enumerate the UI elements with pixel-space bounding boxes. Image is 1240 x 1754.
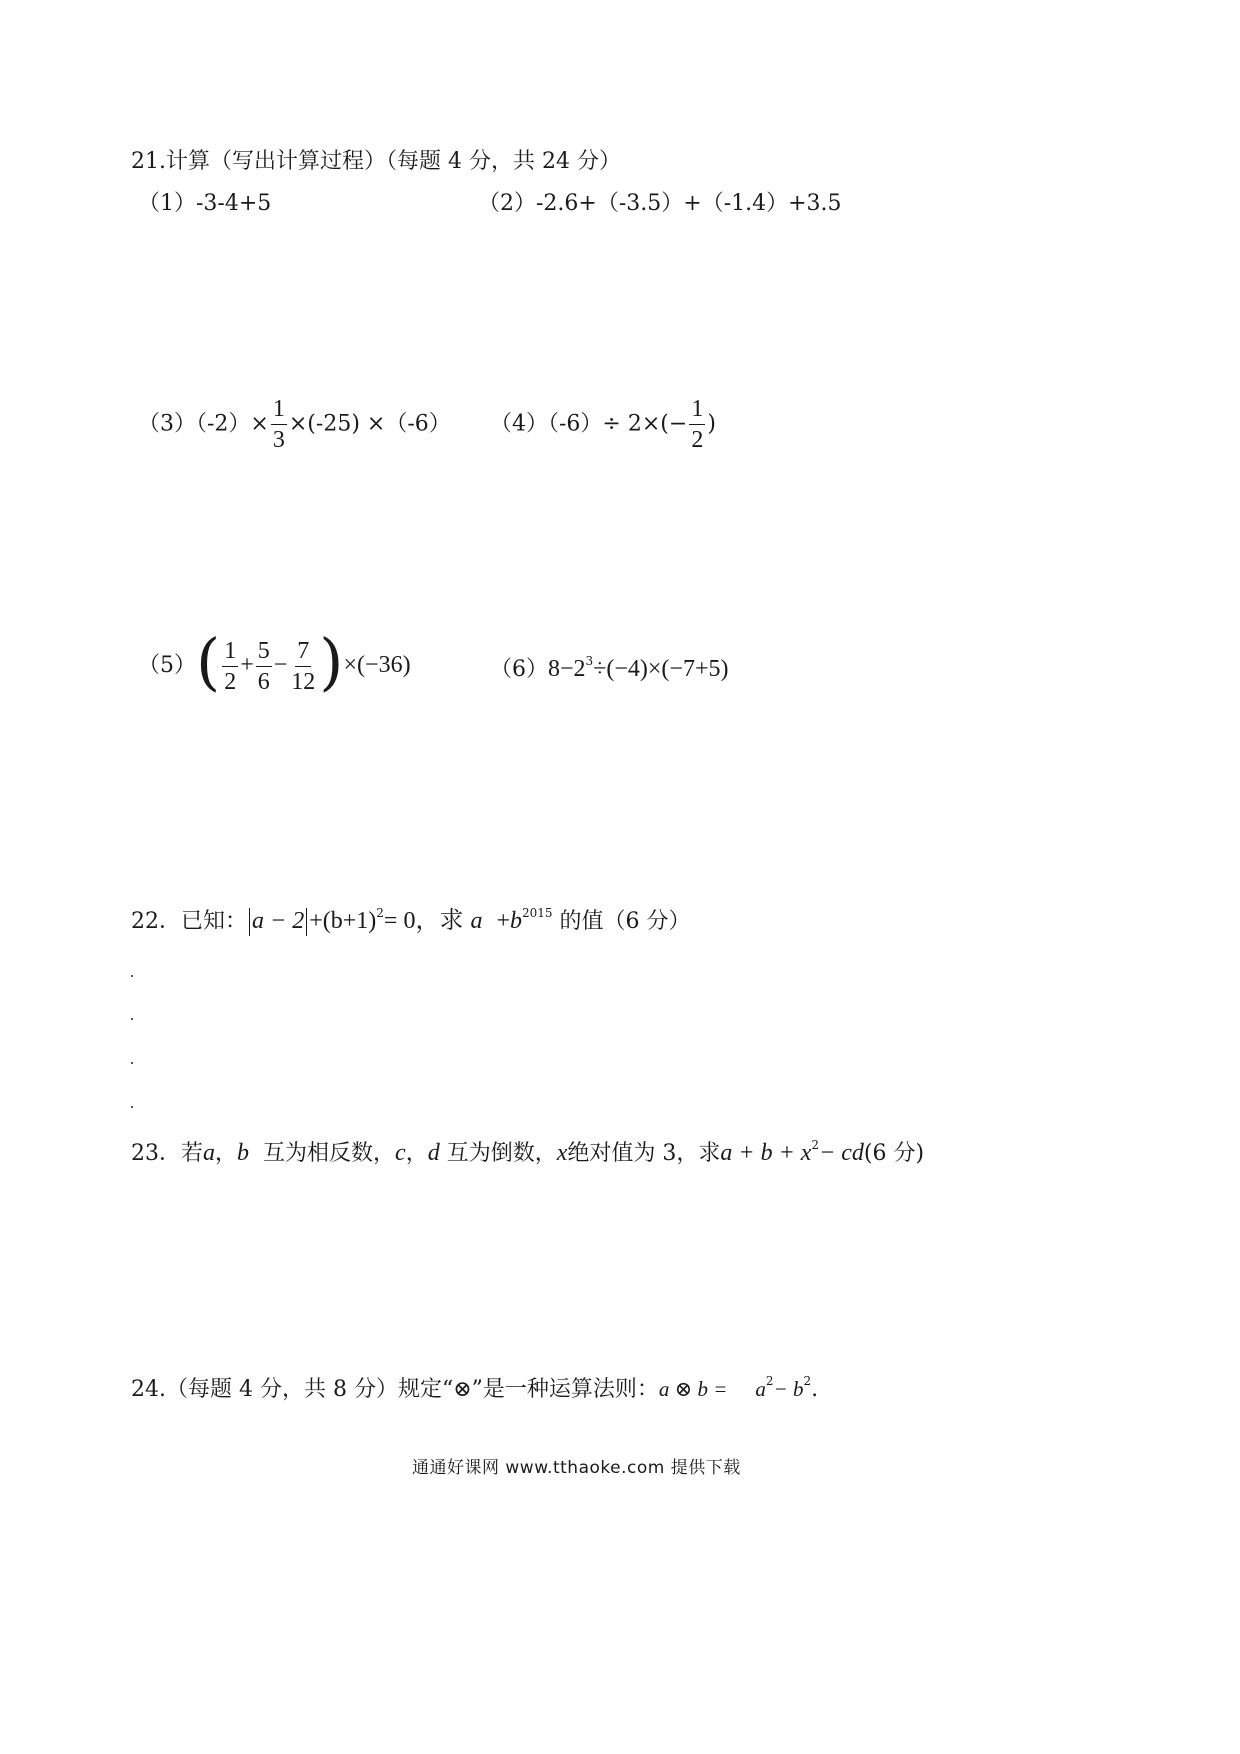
q24-line [131, 1372, 818, 1403]
q23-var-x: x [556, 1140, 568, 1166]
q21-part4-pre: （4）（-6）÷ 2×(− [490, 411, 688, 437]
q21-part4-post: ) [707, 411, 716, 437]
q21-part5-fraction2 [256, 638, 272, 695]
fraction-numerator: 5 [256, 638, 272, 667]
q23-var-a: a [203, 1140, 215, 1166]
q21-title: 21.计算（写出计算过程）（每题 4 分，共 24 分） [131, 149, 621, 174]
scan-speck [131, 1062, 133, 1064]
q22-b-exponent: 2015 [522, 906, 553, 920]
q21-part6-rest: ÷(−4)×(−7+5) [593, 656, 729, 682]
q21-part4 [490, 396, 716, 453]
big-open-paren: ( [196, 625, 221, 698]
q21-part2: （2）-2.6+（-3.5）+（-1.4）+3.5 [478, 191, 842, 216]
q21-part4-fraction [689, 396, 705, 453]
fraction-denominator: 2 [224, 668, 237, 695]
q22-suffix: 的值（6 分） [559, 909, 691, 934]
q23-var-c: c [395, 1140, 406, 1166]
q21-part5-post: ×(−36) [343, 652, 411, 678]
q21-part5-fraction1 [222, 638, 238, 695]
q24-rhs-a: a [755, 1377, 766, 1401]
q23-suffix: (6 分) [863, 1141, 925, 1166]
q22-exponent: 2 [376, 906, 384, 920]
q23-var-d: d [427, 1140, 440, 1166]
fraction-denominator: 12 [291, 668, 316, 695]
abs-bar-left [249, 908, 250, 936]
q21-part6-exponent: 3 [585, 654, 594, 668]
q24-lhs: a ⊗ b = [658, 1377, 728, 1401]
q21-part1: （1）-3-4+5 [138, 191, 272, 216]
fraction-numerator: 1 [222, 638, 238, 667]
q23-sep1: ， [215, 1141, 238, 1166]
q21-part6-label: （6） [490, 657, 548, 682]
fraction-denominator: 3 [272, 427, 285, 453]
q23-text1: 互为相反数， [263, 1141, 396, 1166]
q23-expr-a: a + b + x [720, 1140, 812, 1166]
q21-part6 [490, 652, 728, 683]
q21-part5-label: （5） [138, 653, 196, 678]
q22-prefix: 22．已知： [131, 909, 247, 934]
minus-operator: − [273, 652, 288, 678]
q22-var-a: a [470, 908, 483, 934]
q24-end: . [811, 1377, 819, 1402]
abs-bar-right [306, 908, 307, 936]
q21-part6-base: 8−2 [548, 656, 586, 682]
q21-part5-fraction3 [289, 638, 317, 695]
q21-part3-pre: （3）（-2）× [138, 411, 269, 437]
q22-abs-inner: a − 2 [252, 908, 305, 934]
q22-equals: = 0，求 [383, 908, 464, 934]
q24-rhs-exponent2: 2 [803, 1374, 812, 1388]
fraction-denominator: 6 [257, 668, 270, 695]
scan-speck [131, 1018, 133, 1020]
q23-text2: 互为倒数， [446, 1141, 557, 1166]
scan-speck [131, 975, 133, 977]
fraction-numerator: 7 [295, 638, 311, 667]
q23-text3: 绝对值为 3，求 [567, 1141, 721, 1166]
q24-rhs-mid: − b [773, 1377, 804, 1401]
q22-mid: +(b+1) [309, 908, 377, 934]
q24-prefix: 24.（每题 4 分，共 8 分）规定“⊗”是一种运算法则： [131, 1377, 659, 1402]
fraction-numerator: 1 [271, 396, 287, 425]
q23-sep2: ， [405, 1141, 428, 1166]
q23-expr-b: − cd [819, 1140, 864, 1166]
fraction-denominator: 2 [691, 427, 704, 453]
q23-prefix: 23．若 [131, 1141, 203, 1166]
q23-line [131, 1136, 924, 1167]
q23-var-b: b [237, 1140, 250, 1166]
page-footer: 通通好课网 www.tthaoke.com 提供下载 [412, 1458, 741, 1478]
q21-part3-fraction [271, 396, 287, 453]
plus-operator: + [240, 652, 254, 678]
fraction-numerator: 1 [689, 396, 705, 425]
scan-speck [131, 1106, 133, 1108]
q24-rhs-exponent1: 2 [765, 1374, 774, 1388]
q22-var-b: b [510, 908, 522, 934]
q22-line [131, 900, 691, 936]
q23-expr-exponent: 2 [811, 1138, 820, 1152]
q21-part5 [138, 625, 411, 698]
q21-part3 [138, 396, 451, 453]
q21-part3-post: ×(-25) ×（-6） [288, 411, 451, 437]
q22-plus: + [496, 908, 510, 934]
big-close-paren: ) [319, 625, 344, 698]
